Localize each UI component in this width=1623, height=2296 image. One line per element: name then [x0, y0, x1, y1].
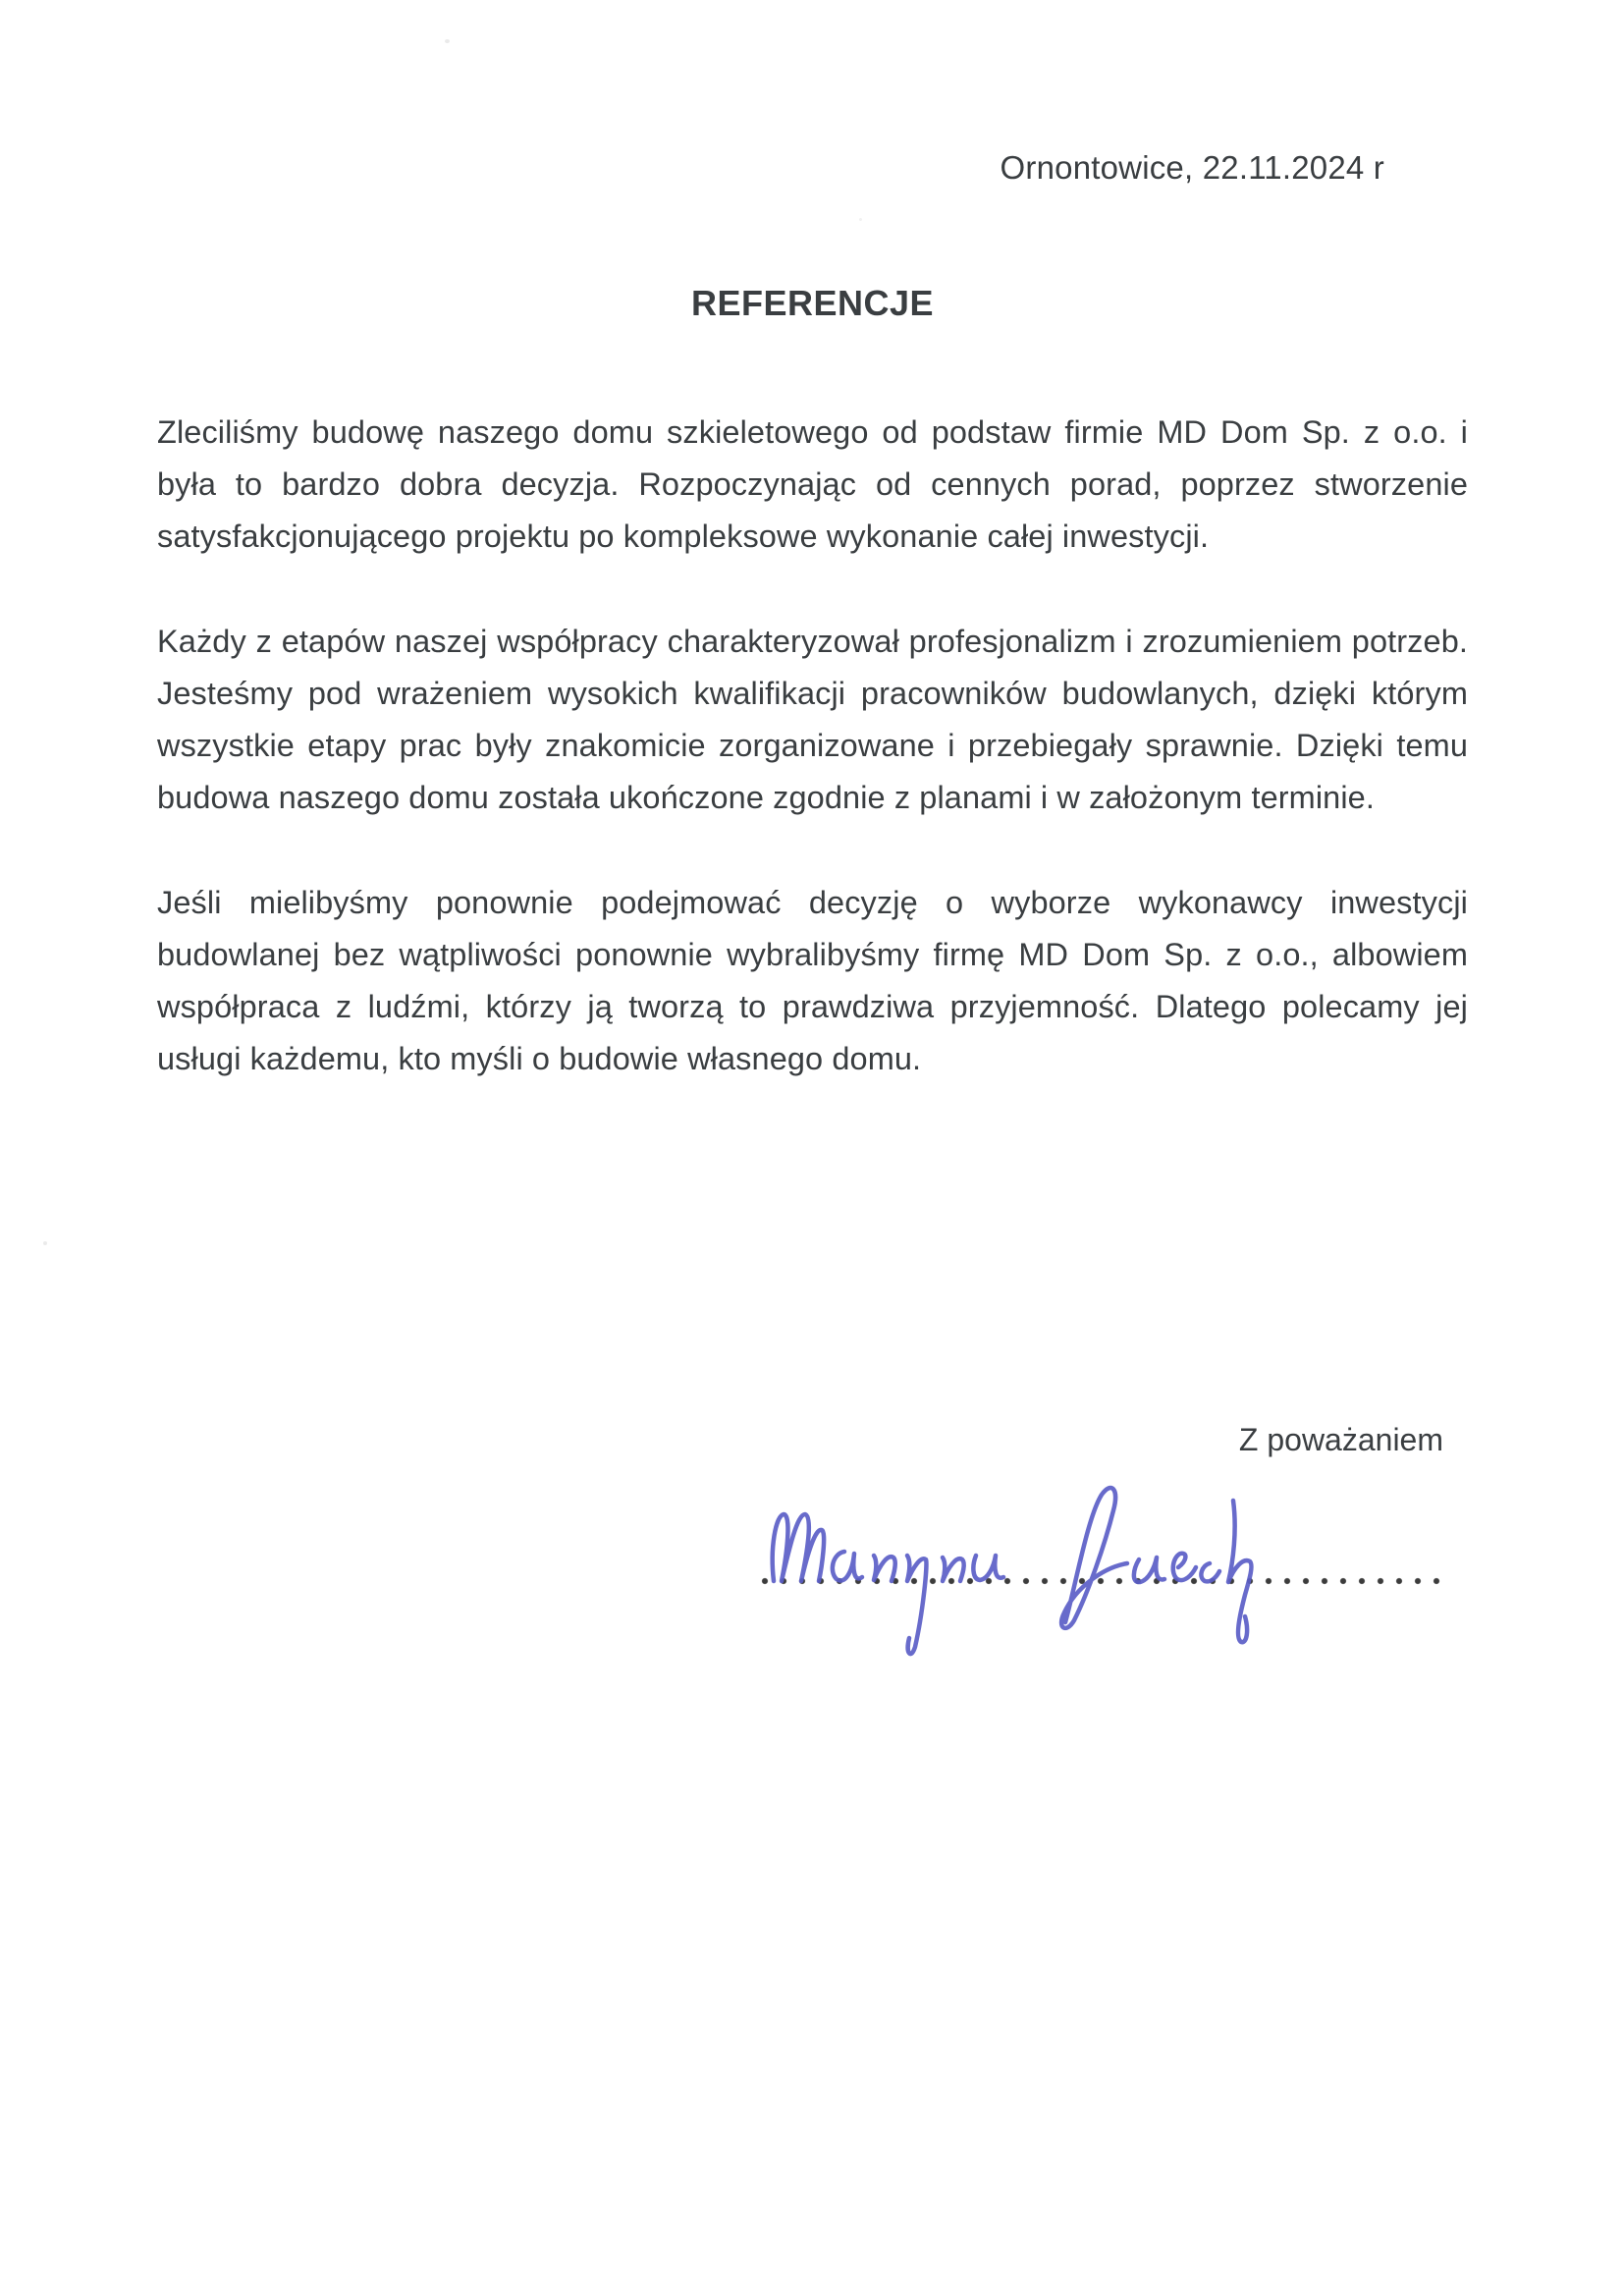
letter-body: [157, 407, 1468, 1138]
letter-paragraph: Zleciliśmy budowę naszego domu szkieletowego od podstaw firmie MD Dom Sp. z o.o. i była to bardzo dobra decyzja. Rozpoczynając od cennych porad, poprzez stworzenie satysfakcjonującego projektu po kompleksowe wykonanie całej inwestycji.: [157, 414, 1468, 554]
closing-salutation: Z poważaniem: [1238, 1422, 1443, 1457]
scan-artifact: [445, 39, 450, 43]
letter-title: REFERENCJE: [690, 283, 935, 323]
letter-paragraph: Jeśli mielibyśmy ponownie podejmować decyzję o wyborze wykonawcy inwestycji budowlanej bez wątpliwości ponownie wybralibyśmy firmę MD Dom Sp. z o.o., albowiem współpraca z ludźmi, którzy ją tworzą to prawdziwa przyjemność. Dlatego polecamy jej usługi każdemu, kto myśli o budowie własnego domu.: [157, 885, 1468, 1076]
letter-paragraph: Każdy z etapów naszej współpracy charakteryzował profesjonalizm i zrozumieniem potrzeb. Jesteśmy pod wrażeniem wysokich kwalifikacji pracowników budowlanych, dzięki którym wszystkie etapy prac były znakomicie zorganizowane i przebiegały sprawnie. Dzięki temu budowa naszego domu została ukończone zgodnie z planami i w założonym terminie.: [157, 624, 1468, 815]
date-line: Ornontowice, 22.11.2024 r: [1000, 149, 1384, 186]
scan-artifact: [43, 1241, 47, 1245]
scan-artifact: [859, 218, 862, 221]
signature-block: [727, 1465, 1473, 1691]
handwritten-signature: [727, 1465, 1355, 1681]
